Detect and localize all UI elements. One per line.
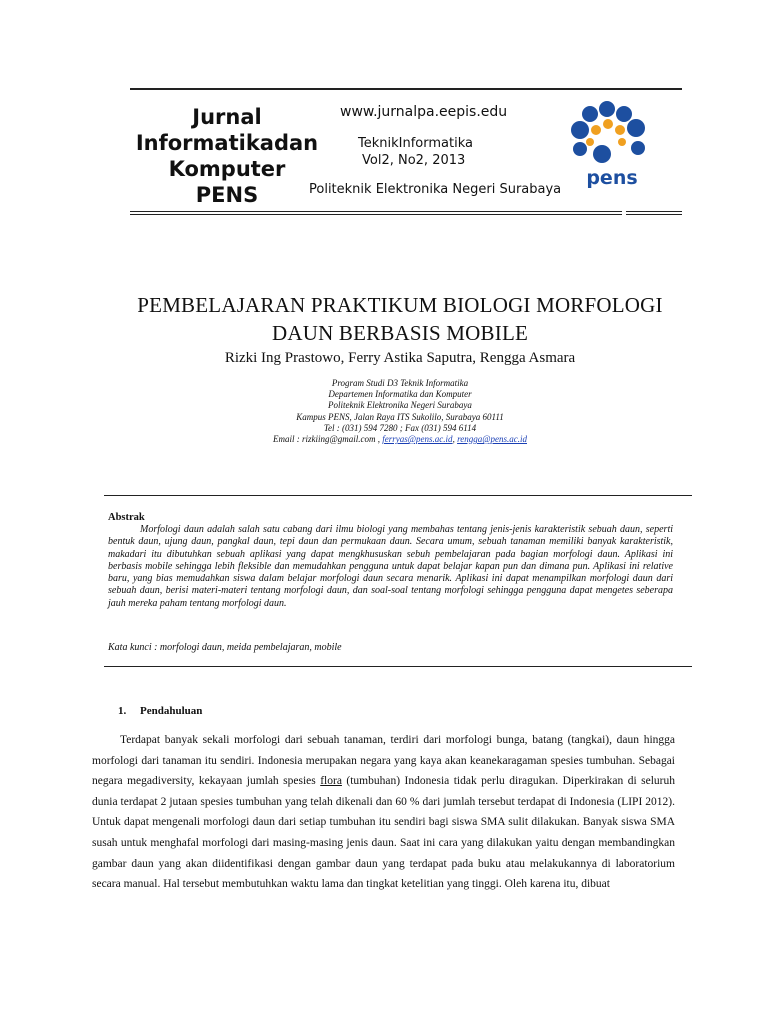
journal-title-line: Jurnal [192, 105, 262, 129]
body-text: (tumbuhan) Indonesia tidak perlu diragukan. Diperkirakan di seluruh dunia terdapat 2 jutaan spesies tumbuhan yang telah dikenali dan 60 % dari jumlah tersebut terdapat di Indonesia (LIPI 2012). Untuk dapat mengenali morfologi daun dari setiap tumbuhan itu sendiri bagi siswa SMA sulit dilakukan. Banyak siswa SMA susah untuk menghafal morfologi dari masing-masing jenis daun. Saat ini cara yang dilakukan yaitu dengan membandingkan gambar daun yang akan diidentifikasi dengan gambar daun yang terdapat pada buku atau melakukannya di laboratorium secara manual. Hal tersebut membutuhkan waktu lama dan tingkat ketelitian yang tinggi. Oleh karena itu, dibuat [92, 775, 676, 891]
affiliation-line: Tel : (031) 594 7280 ; Fax (031) 594 6114 [323, 422, 477, 433]
header-bottom-rule [626, 211, 682, 212]
section-heading [118, 705, 202, 717]
affiliation-line: Departemen Informatika dan Komputer [328, 389, 472, 400]
paper-authors: Rizki Ing Prastowo, Ferry Astika Saputra, Rengga Asmara [224, 350, 576, 366]
affiliation-line: Politeknik Elektronika Negeri Surabaya [328, 400, 472, 411]
journal-volume: Vol2, No2, 2013 [362, 153, 466, 168]
abstract-heading: Abstrak [108, 512, 145, 523]
logo-text: pens [586, 167, 638, 189]
underlined-term: flora [320, 775, 342, 788]
journal-institution: Politeknik Elektronika Negeri Surabaya [309, 182, 562, 197]
header-top-rule [130, 88, 682, 90]
paper-title-line: PEMBELAJARAN PRAKTIKUM BIOLOGI MORFOLOGI [137, 293, 663, 317]
email-separator: , [452, 434, 458, 445]
pens-logo-icon [560, 100, 660, 190]
journal-department: TeknikInformatika [358, 136, 473, 151]
abstract-bottom-rule [104, 666, 692, 667]
journal-title [118, 104, 336, 208]
journal-url[interactable]: www.jurnalpa.eepis.edu [340, 104, 508, 120]
abstract-text: Morfologi daun adalah salah satu cabang dari ilmu biologi yang membahas tentang jenis-jenis karakteristik sebuah daun, seperti bentuk daun, ujung daun, pangkal daun, tepi daun dan permukaan daun. Secara umum, sebuah tanaman memiliki banyak karakteristik, makadari itu dibutuhkan sebuah aplikasi yang dapat mengkhususkan sebuh pembelajaran pada bagian morfologi daun. Aplikasi ini berbasis mobile sehingga lebih fleksible dan memudahkan pengguna untuk dapat belajar kapan pun dan dimana pun. Aplikasi ini relative baru, yang bias memudahkan siswa dalam belajar morfologi daun secara menarik. Aplikasi ini dapat menampilkan morfologi daun dari sebuah daun, berisi materi-materi tentang morfologi daun, dan soal-soal tentang morfologi sehingga pengguna dapat mengetes seberapa jauh mereka paham tentang morfologi daun. [108, 524, 673, 609]
body-paragraph [92, 730, 675, 895]
keywords: Kata kunci : morfologi daun, meida pembelajaran, mobile [108, 642, 342, 653]
section-body [92, 730, 675, 895]
paper-title [110, 291, 690, 347]
affiliation-line: Program Studi D3 Teknik Informatika [331, 378, 469, 388]
body-text: Terdapat banyak sekali morfologi dari sebuah tanaman, terdiri dari morfologi bunga, batang (tangkai), daun hingga morfologi dari tanaman itu sendiri. Indonesia merupakan negara yang kaya akan keanekaragaman spesies tumbuhan. Sebagai negara megadiversity, kekayaan jumlah spesies [92, 734, 675, 788]
header-bottom-rule [130, 214, 622, 215]
paper-title-line: DAUN BERBASIS MOBILE [271, 321, 529, 345]
abstract-body [108, 524, 673, 610]
header-bottom-rule [130, 211, 622, 212]
affiliation-line: Kampus PENS, Jalan Raya ITS Sukolilo, Surabaya 60111 [296, 411, 504, 422]
header-bottom-rule [626, 214, 682, 215]
abstract-top-rule [104, 495, 692, 496]
email-link[interactable]: rengga@pens.ac.id [457, 434, 527, 445]
journal-title-line: PENS [195, 183, 259, 207]
email-link[interactable]: ferryas@pens.ac.id [382, 434, 453, 445]
journal-title-line: Komputer [168, 157, 286, 181]
email-prefix: Email : rizkiing@gmail.com , [273, 434, 383, 445]
email-line [110, 434, 690, 445]
section-title: Pendahuluan [140, 705, 203, 717]
journal-title-line: Informatikadan [135, 131, 319, 155]
section-number: 1. [118, 705, 127, 717]
affiliation-block [110, 378, 690, 445]
